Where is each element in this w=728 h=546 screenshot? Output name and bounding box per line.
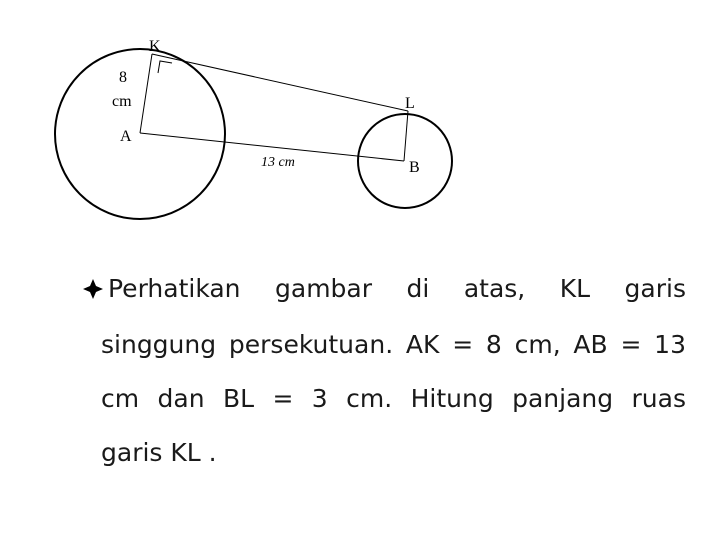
problem-line-1 [82, 262, 686, 318]
problem-line-3: cm dan BL = 3 cm. Hitung panjang ruas [101, 384, 686, 413]
problem-line-4: garis KL . [101, 438, 217, 467]
right-angle-marker [158, 61, 172, 73]
problem-line-2: singgung persekutuan. AK = 8 cm, AB = 13 [101, 330, 686, 359]
tangent-line-kl [152, 54, 408, 111]
problem-text-1: Perhatikan gambar di atas, KL garis [108, 274, 686, 303]
segment-ak [140, 54, 152, 133]
diamond-bullet-icon [82, 264, 108, 318]
label-ab-length: 13 cm [261, 155, 295, 170]
label-a: A [120, 128, 132, 145]
label-b: B [409, 159, 420, 176]
label-ak-unit: cm [112, 93, 132, 110]
label-l: L [405, 95, 415, 112]
label-k: K [149, 38, 161, 55]
problem-statement [82, 262, 686, 480]
circle-b [358, 114, 452, 208]
label-ak-value: 8 [119, 69, 127, 86]
circle-a [55, 49, 225, 219]
tangent-circles-figure [0, 0, 728, 230]
segment-bl [404, 111, 408, 161]
